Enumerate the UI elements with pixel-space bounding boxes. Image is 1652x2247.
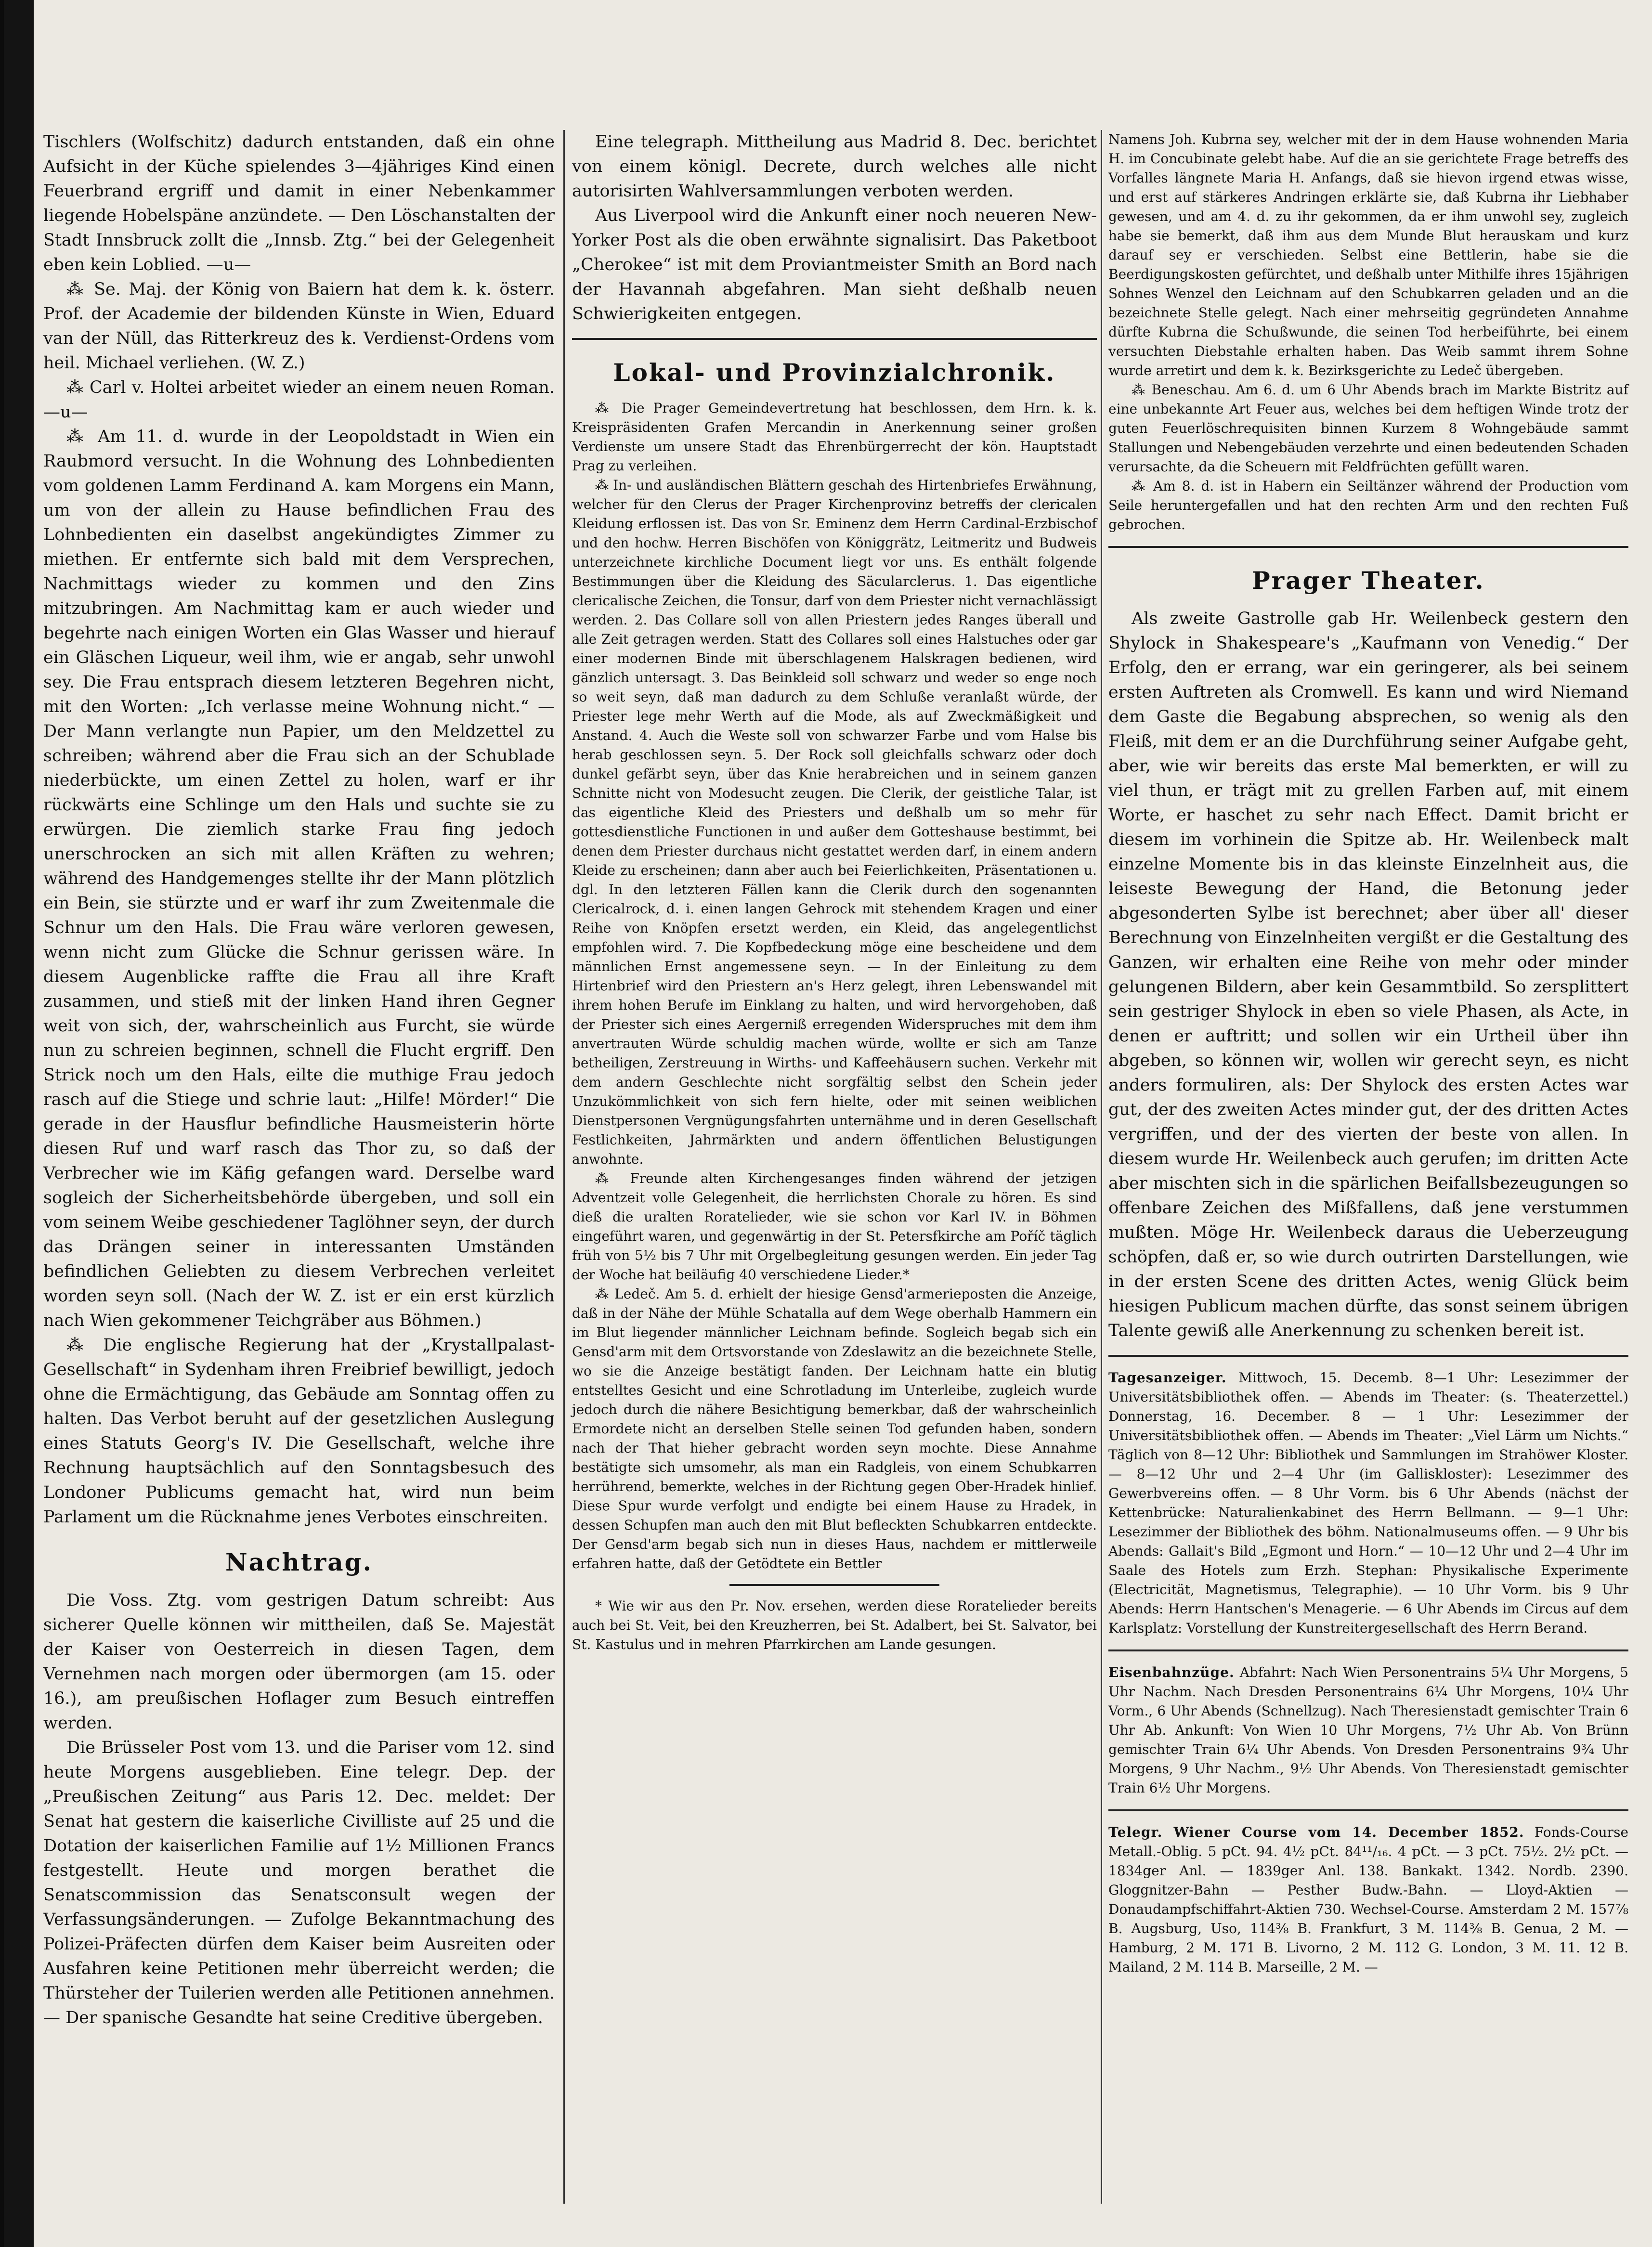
chronik-body — [572, 399, 1097, 1573]
section-divider — [1108, 1355, 1628, 1357]
column-rule-1 — [563, 130, 565, 2204]
tagesanzeiger — [1108, 1368, 1628, 1638]
eisenbahnzuege — [1108, 1663, 1628, 1798]
footnote: * Wie wir aus den Pr. Nov. ersehen, werden diese Roratelieder bereits auch bei St. Veit, bei den Kreuzherren, bei St. Adalbert, bei St. Salvator, bei St. Kastulus und in mehren Pfarrkirchen am Lande gesungen. — [572, 1598, 1097, 1652]
article-paragraph: Die Voss. Ztg. vom gestrigen Datum schreibt: Aus sicherer Quelle können wir mittheilen, daß Se. Majestät der Kaiser von Oesterreich in diesen Tagen, dem Vernehmen nach morgen oder übermorgen (am 15. oder 16.), am preußischen Hoflager zum Besuch eintreffen werden. — [43, 1591, 555, 1733]
article-paragraph: Die Brüsseler Post vom 13. und die Pariser vom 12. sind heute Morgens ausgeblieben. Eine telegr. Dep. der „Preußischen Zeitung“ aus Paris 12. Dec. meldet: Der Senat hat gestern die kaiserliche Civilliste auf 25 und die Dotation der kaiserlichen Familie auf 1½ Millionen Francs festgestellt. Heute und morgen berathet die Senatscommission das Senatsconsult wegen der Verfassungsänderungen. — Zufolge Bekanntmachung des Polizei-Präfecten dürfen dem Kaiser beim Ausreiten oder Ausfahren keine Petitionen mehr überreicht werden; die Thürsteher der Tuilerien werden alle Petitionen annehmen. — Der spanische Gesandte hat seine Creditive übergeben. — [43, 1738, 555, 2027]
article-paragraph: Namens Joh. Kubrna sey, welcher mit der in dem Hause wohnenden Maria H. im Concubinate gelebt habe. Auf die an sie gerichtete Frage betreffs des Vorfalles längnete Maria H. Anfangs, daß sie hievon irgend etwas wisse, und erst auf stärkeres Andringen erklärte sie, daß Kubrna ihr Liebhaber gewesen, und am 4. d. zu ihr gekommen, da er ihm unwohl sey, zugleich habe sie bemerkt, daß ihm aus dem Munde Blut herauskam und kurz darauf sey er verschieden. Selbst eine Bettlerin, habe sie die Beerdigungskosten gefürchtet, und deßhalb unter Mithilfe ihres 15jährigen Sohnes Wenzel den Leichnam auf den Schubkarren geladen und an die bezeichnete Stelle gelegt. Nach einer mehrseitig gegründeten Annahme dürfte Kubrna die Schußwunde, die seinen Tod herbeiführte, bei einem versuchten Diebstahle erhalten haben. Das Weib sammt ihrem Sohne wurde arretirt und dem k. k. Bezirksgerichte zu Ledeč übergeben. — [1108, 131, 1628, 378]
course-label: Telegr. Wiener Course vom 14. December 1852. — [1108, 1824, 1524, 1840]
tagesanzeiger-label: Tagesanzeiger. — [1108, 1370, 1227, 1386]
scan-edge-left — [0, 0, 4, 2247]
section-divider — [1108, 1809, 1628, 1811]
article-paragraph: ⁂ Ledeč. Am 5. d. erhielt der hiesige Gensd'armerieposten die Anzeige, daß in der Nähe der Mühle Schatalla auf dem Wege oberhalb Hammern ein im Blut liegender männlicher Leichnam befinde. Sogleich begab sich ein Gensd'arm mit dem Ortsvorstande von Zdeslawitz an die bezeichnete Stelle, wo sie die Anzeige bestätigt fanden. Der Leichnam hatte ein blutig entstelltes Gesicht und eine Schrotladung im Unterleibe, zugleich wurde jedoch durch die nähere Besichtigung bemerkbar, daß der wahrscheinlich Ermordete nicht an derselben Stelle seinen Tod gefunden haben, sondern nach der That hieher gebracht worden seyn mochte. Diese Annahme bestätigte sich umsomehr, als man ein Radgleis, von einem Schubkarren herrührend, bemerkte, welches in der Richtung gegen Ober-Hradek hinlief. Diese Spur wurde verfolgt und endigte bei einem Hause zu Hradek, in dessen Schupfen man auch den mit Blut befleckten Schubkarren entdeckte. Der Gensd'arm begab sich nun in dieses Haus, nachdem er mittlerweile erfahren hatte, daß der Getödtete ein Bettler — [572, 1286, 1097, 1572]
tagesanzeiger-text: Mittwoch, 15. Decemb. 8—1 Uhr: Lesezimmer der Universitätsbibliothek offen. — Abends im Theater: (s. Theaterzettel.) Donnerstag, 16. December. 8 — 1 Uhr: Lesezimmer der Universitätsbibliothek offen. — Abends im Theater: „Viel Lärm um Nichts.“ Täglich von 8—12 Uhr: Bibliothek und Sammlungen im Strahöwer Kloster. — 8—12 Uhr und 2—4 Uhr (im Galliskloster): Lesezimmer des Gewerbvereins offen. — 8 Uhr Vorm. bis 6 Uhr Abends (nächst der Kettenbrücke: Naturalienkabinet des Herrn Bellmann. — 9—1 Uhr: Lesezimmer der Bibliothek des böhm. Nationalmuseums offen. — 9 Uhr bis Abends: Gallait's Bild „Egmont und Horn.“ — 10—12 Uhr und 2—4 Uhr im Saale des Hotels zum Erzh. Stephan: Physikalische Experimente (Electricität, Magnetismus, Telegraphie). — 10 Uhr Vorm. bis 9 Uhr Abends: Herrn Hantschen's Menagerie. — 6 Uhr Abends im Circus auf dem Karlsplatz: Vorstellung der Kunstreitergesellschaft des Herrn Berand. — [1108, 1370, 1628, 1636]
column-right — [1108, 130, 1628, 1977]
eisenbahn-label: Eisenbahnzüge. — [1108, 1664, 1235, 1680]
article-paragraph: ⁂ Se. Maj. der König von Baiern hat dem k. k. österr. Prof. der Academie der bildenden Künste in Wien, Eduard van der Nüll, das Ritterkreuz des k. Verdienst-Ordens vom heil. Michael verliehen. (W. Z.) — [43, 280, 555, 373]
column-left — [43, 130, 555, 2030]
newspaper-page — [34, 0, 1652, 2247]
article-paragraph: ⁂ Carl v. Holtei arbeitet wieder an einem neuen Roman. —u— — [43, 378, 555, 422]
course-text: Fonds-Course Metall.-Oblig. 5 pCt. 94. 4½ pCt. 84¹¹/₁₆. 4 pCt. — 3 pCt. 75½. 2½ pCt. — 1834ger Anl. — 1839ger Anl. 138. Bankakt. 1342. Nordb. 2390. Gloggnitzer-Bahn — Pesther Budw.-Bahn. — Lloyd-Aktien — Donaudampfschiffahrt-Aktien 730. Wechsel-Course. Amsterdam 2 M. 157⅞ B. Augsburg, Uso, 114⅜ B. Frankfurt, 3 M. 114⅜ B. Genua, 2 M. — Hamburg, 2 M. 171 B. Livorno, 2 M. 112 G. London, 3 M. 11. 12 B. Mailand, 2 M. 114 B. Marseille, 2 M. — — [1108, 1824, 1629, 1975]
section-divider — [572, 338, 1097, 340]
article-paragraph: ⁂ Die Prager Gemeindevertretung hat beschlossen, dem Hrn. k. k. Kreispräsidenten Grafen Mercandin in Anerkennung seiner großen Verdienste um unsere Stadt das Ehrenbürgerrecht der kön. Hauptstadt Prag zu verleihen. — [572, 400, 1097, 474]
article-paragraph: Aus Liverpool wird die Ankunft einer noch neueren New-Yorker Post als die oben erwähnte signalisirt. Das Paketboot „Cherokee“ ist mit dem Proviantmeister Smith an Bord nach der Havannah abgefahren. Man sieht deßhalb neuen Schwierigkeiten entgegen. — [572, 206, 1097, 324]
nachtrag-heading: Nachtrag. — [225, 1548, 373, 1576]
chronik-continuation — [1108, 130, 1628, 534]
section-divider — [1108, 1650, 1628, 1651]
article-paragraph: Tischlers (Wolfschitz) dadurch entstanden, daß ein ohne Aufsicht in der Küche spielendes 3—4jähriges Kind einen Feuerbrand ergriff und damit in einer Nebenkammer liegende Hobelspäne anzündete. — Den Löschanstalten der Stadt Innsbruck zollt die „Innsb. Ztg.“ bei der Gelegenheit eben kein Loblied. —u— — [43, 132, 555, 274]
article-paragraph: ⁂ Die englische Regierung hat der „Krystallpalast-Gesellschaft“ in Sydenham ihren Freibrief bewilligt, jedoch ohne die Ermächtigung, das Gebäude am Sonntag offen zu halten. Das Verbot beruht auf der gesetzlichen Auslegung eines Statuts Georg's IV. Die Gesellschaft, welche ihre Rechnung hauptsächlich auf den Sonntagsbesuch des Londoner Publicums gemacht hat, wird nun beim Parlament um die Rücknahme jenes Verbotes einschreiten. — [43, 1336, 555, 1527]
article-paragraph: ⁂ Am 8. d. ist in Habern ein Seiltänzer während der Production vom Seile heruntergefallen und hat den rechten Arm und den rechten Fuß gebrochen. — [1108, 478, 1628, 533]
chronik-heading: Lokal- und Provinzialchronik. — [613, 358, 1056, 387]
section-divider — [1108, 546, 1628, 548]
footnote-divider — [729, 1584, 939, 1586]
column-middle — [572, 130, 1097, 1654]
article-paragraph: ⁂ Freunde alten Kirchengesanges finden während der jetzigen Adventzeit volle Gelegenheit, die herrlichsten Chorale zu hören. Es sind dieß die uralten Roratelieder, wie sie schon vor Karl IV. in Böhmen eingeführt waren, und gegenwärtig in der St. Petersfkirche am Poříč täglich früh von 5½ bis 7 Uhr mit Orgelbegleitung gesungen werden. Ein jeder Tag der Woche hat beiläufig 40 verschiedene Lieder.* — [572, 1170, 1097, 1283]
eisenbahn-text: Abfahrt: Nach Wien Personentrains 5¼ Uhr Morgens, 5 Uhr Nachm. Nach Dresden Personentrains 6¼ Uhr Morgens, 10¼ Uhr Vorm., 6 Uhr Abends (Schnellzug). Nach Theresienstadt gemischter Train 6 Uhr Ab. Ankunft: Von Wien 10 Uhr Morgens, 7½ Uhr Ab. Von Brünn gemischter Train 6¼ Uhr Abends. Von Dresden Personentrains 9¾ Uhr Morgens, 9 Uhr Nachm., 9½ Uhr Abends. Von Theresienstadt gemischter Train 6½ Uhr Morgens. — [1108, 1664, 1628, 1796]
article-paragraph: ⁂ In- und ausländischen Blättern geschah des Hirtenbriefes Erwähnung, welcher für den Clerus der Prager Kirchenprovinz betreffs der clericalen Kleidung erflossen ist. Das von Sr. Eminenz dem Herrn Cardinal-Erzbischof und den hochw. Herren Bischöfen von Königgrätz, Leitmeritz und Budweis unterzeichnete kirchliche Document liegt vor uns. Es enthält folgende Bestimmungen über die Kleidung des Säcularclerus. 1. Das eigentliche clericalische Zeichen, die Tonsur, darf von dem Priester nicht vernachlässigt werden. 2. Das Collare soll von allen Priestern jedes Ranges überall und alle Zeit getragen werden. Statt des Collares soll eines Halstuches oder gar einer modernen Binde mit überschlagenem Halskragen bedienen, wird gänzlich untersagt. 3. Das Beinkleid soll schwarz und weder so enge noch so weit seyn, daß man dadurch zu dem Schluße veranlaßt würde, der Priester lege mehr Werth auf die Mode, als auf Zweckmäßigkeit und Anstand. 4. Auch die Weste soll von schwarzer Farbe und vom Halse bis herab geschlossen seyn. 5. Der Rock soll gleichfalls schwarz oder doch dunkel gefärbt seyn, über das Knie herabreichen und in seinem ganzen Schnitte nicht von Modesucht zeugen. Die Clerik, der geistliche Talar, ist das eigentliche Kleid des Priesters und deßhalb um so mehr für gottesdienstliche Functionen in und außer dem Gotteshause bestimmt, bei denen dem Priester durchaus nicht gestattet werden darf, in einem andern Kleide zu erscheinen; dann aber auch bei Feierlichkeiten, Präsentationen u. dgl. In den letzteren Fällen kann die Clerik durch den sogenannten Clericalrock, d. i. einen langen Gehrock mit stehendem Kragen und einer Reihe von Knöpfen ersetzt werden, ein Kleid, das angelegentlichst empfohlen wird. 7. Die Kopfbedeckung möge eine bescheidene und dem männlichen Ernst angemessene seyn. — In der Einleitung zu dem Hirtenbrief wird den Priestern an's Herz gelegt, ihren Lebenswandel mit ihrem hohen Berufe im Einklang zu halten, und wird hervorgehoben, daß der Priester sich eines Aergerniß erregenden Widerspruches mit dem ihm anvertrauten Würde schuldig machen würde, wollte er sich am Tanze betheiligen, Zerstreuung in Wirths- und Kaffeehäusern suchen. Verkehr mit dem andern Geschlechte nicht sorgfältig selbst den Schein jeder Unzukömmlichkeit von sich fern hielte, oder mit seinen weiblichen Dienstpersonen Vergnügungsfahrten unternähme und in deren Gesellschaft Festlichkeiten, Jahrmärkten und andern öffentlichen Belustigungen anwohnte. — [572, 477, 1097, 1167]
article-paragraph: ⁂ Beneschau. Am 6. d. um 6 Uhr Abends brach im Markte Bistritz auf eine unbekannte Art Feuer aus, welches bei dem heftigen Winde trotz der guten Feuerlöschrequisiten binnen Kurzem 8 Wohngebäude sammt Stallungen und Nebengebäuden verzehrte und einen bedeutenden Schaden verursachte, da die Scheuern mit Feldfrüchten gefüllt waren. — [1108, 382, 1628, 475]
theater-heading: Prager Theater. — [1252, 566, 1485, 595]
article-paragraph: ⁂ Am 11. d. wurde in der Leopoldstadt in Wien ein Raubmord versucht. In die Wohnung des Lohnbedienten vom goldenen Lamm Ferdinand A. kam Morgens ein Mann, um von der allein zu Hause befindlichen Frau des Lohnbedienten ein daselbst angekündigtes Zimmer zu miethen. Er entfernte sich bald mit dem Versprechen, Nachmittags wieder zu kommen und den Zins mitzubringen. Am Nachmittag kam er auch wieder und begehrte nach einigen Worten ein Glas Wasser und hierauf ein Gläschen Liqueur, weil ihm, wie er angab, sehr unwohl sey. Die Frau entsprach diesem letzteren Begehren nicht, mit den Worten: „Ich verlasse meine Wohnung nicht.“ — Der Mann verlangte nun Papier, um den Meldzettel zu schreiben; während aber die Frau sich an der Schublade niederbückte, um einen Zettel zu holen, warf er ihr rückwärts eine Schlinge um den Hals und suchte sie zu erwürgen. Die ziemlich starke Frau fing jedoch unerschrocken an sich mit allen Kräften zu wehren; während des Handgemenges stellte ihr der Mann plötzlich ein Bein, sie stürzte und er warf ihr zum Zweitenmale die Schnur um den Hals. Die Frau wäre verloren gewesen, wenn nicht zum Glücke die Schnur gerissen wäre. In diesem Augenblicke raffte die Frau all ihre Kraft zusammen, und stieß mit der linken Hand ihren Gegner weit von sich, der, wahrscheinlich aus Furcht, sie würde nun zu schreien beginnen, schnell die Flucht ergriff. Den Strick noch um den Hals, eilte die muthige Frau jedoch rasch auf die Stiege und schrie laut: „Hilfe! Mörder!“ Die gerade in der Hausflur befindliche Hausmeisterin hörte diesen Ruf und warf rasch das Thor zu, so daß der Verbrecher wie im Käfig gefangen ward. Derselbe ward sogleich der Sicherheitsbehörde übergeben, und soll ein vom seinem Weibe geschiedener Taglöhner seyn, der durch das Drängen seiner in interessanten Umständen befindlichen Geliebten zu diesem Verbrechen verleitet worden seyn soll. (Nach der W. Z. ist er ein erst kürzlich nach Wien gekommener Teichgräber aus Böhmen.) — [43, 427, 555, 1330]
article-paragraph: Eine telegraph. Mittheilung aus Madrid 8. Dec. berichtet von einem königl. Decrete, durch welches alle nicht autorisirten Wahlversammlungen verboten werden. — [572, 132, 1097, 201]
article-paragraph: Als zweite Gastrolle gab Hr. Weilenbeck gestern den Shylock in Shakespeare's „Kaufmann von Venedig.“ Der Erfolg, den er errang, war ein geringerer, als bei seinem ersten Auftreten als Cromwell. Es kann und wird Niemand dem Gaste die Begabung absprechen, so wenig als den Fleiß, mit dem er an die Durchführung seiner Aufgabe geht, aber, wie wir bereits das erste Mal bemerkten, er will zu viel thun, er trägt mit zu grellen Farben auf, mit einem Worte, er haschet zu sehr nach Effect. Damit bricht er diesem im vorhinein die Spitze ab. Hr. Weilenbeck malt einzelne Momente bis in das kleinste Einzelnheit aus, die leiseste Bewegung der Hand, die Betonung jeder abgesonderten Sylbe ist berechnet; aber über all' dieser Berechnung von Einzelnheiten vergißt er die Gestaltung des Ganzen, wir erhalten eine Reihe von mehr oder minder gelungenen Bildern, aber kein Gesammtbild. So zersplittert sein gestriger Shylock in eben so viele Phasen, als Acte, in denen er auftritt; und sollen wir ein Urtheil über ihn abgeben, so können wir, wollen wir gerecht seyn, es nicht anders formuliren, als: Der Shylock des ersten Actes war gut, der des zweiten Actes minder gut, der des dritten Actes vergriffen, und der des vierten der beste von allen. In diesem wurde Hr. Weilenbeck auch gerufen; im dritten Acte aber mischten sich in die spärlichen Beifallsbezeugungen so offenbare Zeichen des Mißfallens, daß jene verstummen mußten. Möge Hr. Weilenbeck daraus die Ueberzeugung schöpfen, daß er, so wie durch outrirten Darstellungen, wie in der ersten Scene des dritten Actes, wenig Glück beim hiesigen Publicum machen dürfte, das sonst seinem übrigen Talente gewiß alle Anerkennung zu schenken bereit ist. — [1108, 609, 1628, 1340]
column-rule-2 — [1101, 130, 1102, 2204]
course — [1108, 1823, 1628, 1977]
